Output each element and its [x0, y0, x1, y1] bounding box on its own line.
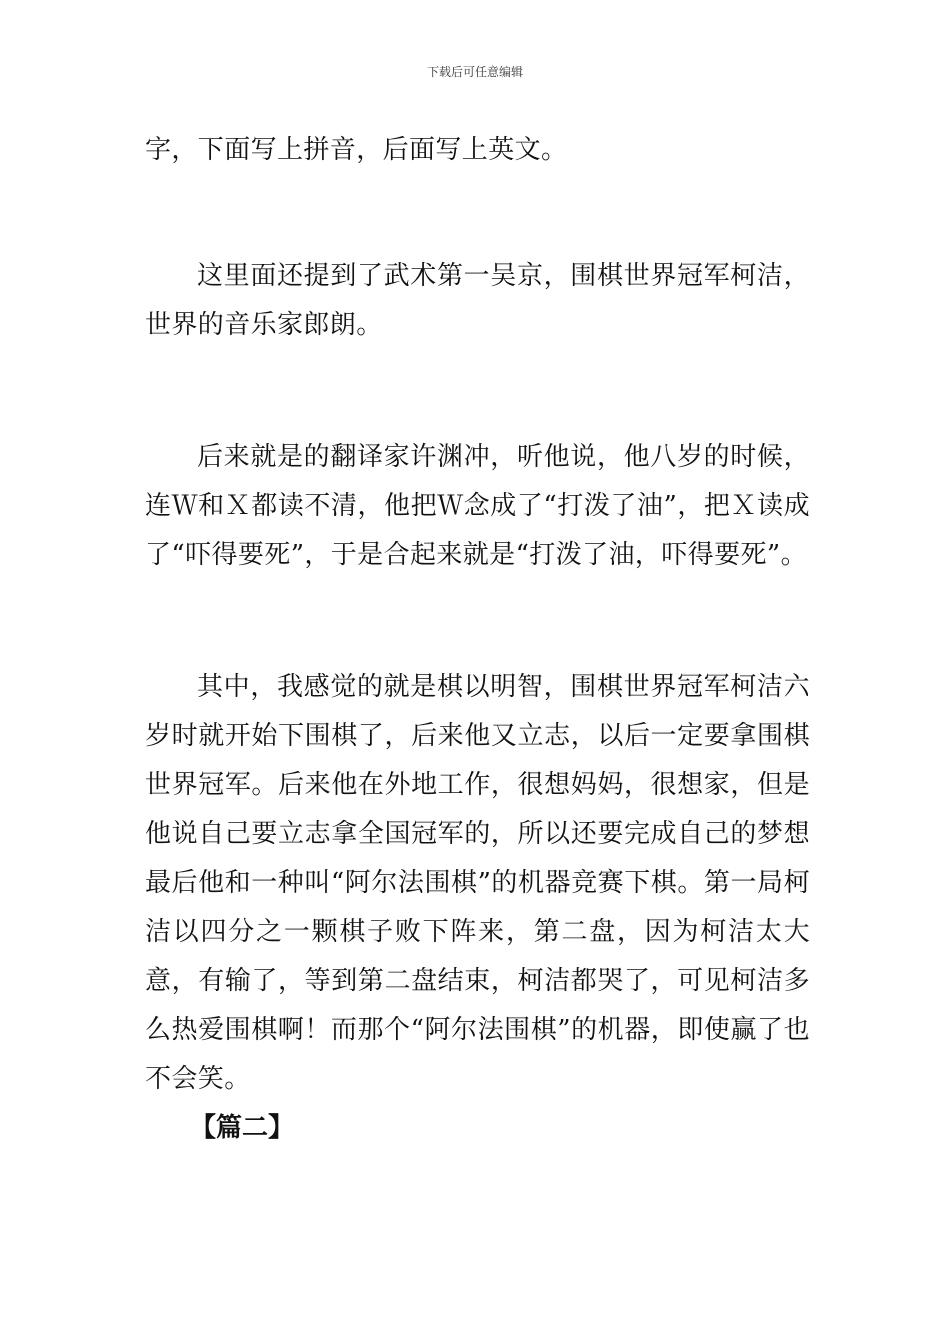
section-heading: 【篇二】 [190, 1113, 295, 1143]
paragraph-wujing-kejie: 这里面还提到了武术第一吴京，围棋世界冠军柯洁，世界的音乐家郎朗。 [145, 261, 810, 340]
document-body [145, 126, 810, 1153]
page-header: 下载后可任意编辑 [426, 65, 523, 79]
paragraph-continuation: 字，下面写上拼音，后面写上英文。 [145, 135, 568, 165]
paragraph-go-champion: 其中，我感觉的就是棋以明智，围棋世界冠军柯洁六岁时就开始下围棋了，后来他又立志，以后一定要拿围棋世界冠军。后来他在外地工作，很想妈妈，很想家，但是他说自己要立志拿全国冠军的，所以还要完成自己的梦想最后他和一种叫“阿尔法围棋”的机器竞赛下棋。第一局柯洁以四分之一颗棋子败下阵来，第二盘，因为柯洁太大意，有输了，等到第二盘结束，柯洁都哭了，可见柯洁多么热爱围棋啊！而那个“阿尔法围棋”的机器，即使赢了也不会笑。 [145, 672, 810, 1094]
paragraph-translator: 后来就是的翻译家许渊冲，听他说，他八岁的时候，连Ｗ和Ｘ都读不清，他把Ｗ念成了“打泼了油”，把Ｘ读成了“吓得要死”，于是合起来就是“打泼了油，吓得要死”。 [145, 442, 810, 570]
